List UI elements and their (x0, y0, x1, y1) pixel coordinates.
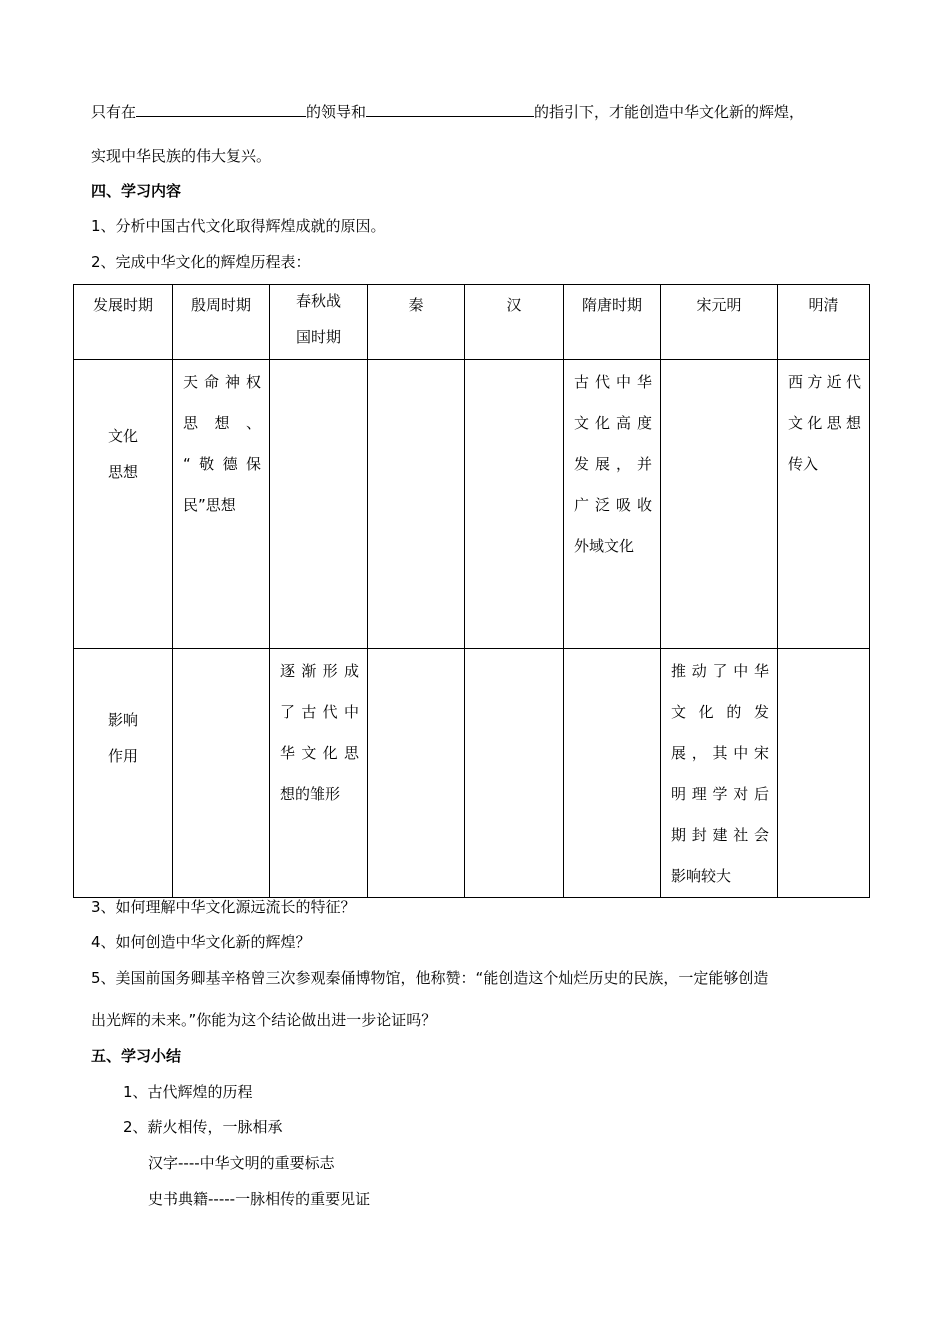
intro-before: 只有在 (91, 103, 137, 121)
section5-heading: 五、学习小结 (91, 1047, 182, 1065)
blank-field-2[interactable] (366, 101, 534, 117)
row-label-culture: 文化 思想 (74, 360, 173, 649)
question-5-line-1: 5、美国前国务卿基辛格曾三次参观秦俑博物馆，他称赞：“能创造这个灿烂历史的民族，一定能够创造 (91, 969, 769, 987)
intro-middle: 的领导和 (306, 103, 367, 121)
cell-culture-han (465, 360, 564, 649)
history-table (73, 284, 870, 898)
cell-impact-yinzhou (173, 649, 270, 898)
question-1: 1、分析中国古代文化取得辉煌成就的原因。 (91, 217, 386, 235)
summary-sub-2: 史书典籍-----一脉相传的重要见证 (148, 1190, 371, 1208)
cell-culture-qin (368, 360, 465, 649)
summary-item-1: 1、古代辉煌的历程 (123, 1083, 253, 1101)
table-header-row (74, 285, 870, 360)
cell-impact-songyuanming: 推动了中华 文化的发 展，其中宋 明理学对后 期封建社会 影响较大 (661, 649, 778, 898)
question-5-line-2: 出光辉的未来。”你能为这个结论做出进一步论证吗？ (91, 1011, 437, 1029)
cell-culture-chunqiu (270, 360, 368, 649)
intro-line-1 (91, 101, 804, 122)
cell-impact-chunqiu: 逐渐形成 了古代中 华文化思 想的雏形 (270, 649, 368, 898)
cell-culture-suitang: 古代中华 文化高度 发展，并 广泛吸收 外域文化 (564, 360, 661, 649)
cell-impact-han (465, 649, 564, 898)
header-suitang: 隋唐时期 (564, 285, 661, 360)
header-songyuanming: 宋元明 (661, 285, 778, 360)
question-2: 2、完成中华文化的辉煌历程表： (91, 253, 311, 271)
question-4: 4、如何创造中华文化新的辉煌？ (91, 933, 311, 951)
cell-culture-yinzhou: 天 命 神 权 思 想 、 “敬德保 民”思想 (173, 360, 270, 649)
blank-field-1[interactable] (136, 101, 306, 117)
header-fazhan: 发展时期 (74, 285, 173, 360)
cell-impact-qin (368, 649, 465, 898)
intro-line-2: 实现中华民族的伟大复兴。 (91, 147, 272, 165)
header-han: 汉 (465, 285, 564, 360)
section4-heading: 四、学习内容 (91, 182, 182, 200)
header-qin: 秦 (368, 285, 465, 360)
cell-impact-suitang (564, 649, 661, 898)
table-row-impact (74, 649, 870, 898)
summary-item-2: 2、薪火相传，一脉相承 (123, 1118, 283, 1136)
question-3: 3、如何理解中华文化源远流长的特征？ (91, 898, 356, 916)
row-label-impact: 影响 作用 (74, 649, 173, 898)
header-yinzhou: 殷周时期 (173, 285, 270, 360)
cell-culture-songyuanming (661, 360, 778, 649)
summary-sub-1: 汉字----中华文明的重要标志 (148, 1154, 335, 1172)
header-mingqing: 明清 (778, 285, 870, 360)
header-chunqiu: 春秋战 国时期 (270, 285, 368, 360)
intro-after: 的指引下，才能创造中华文化新的辉煌， (534, 103, 805, 121)
cell-impact-mingqing (778, 649, 870, 898)
table-row-culture (74, 360, 870, 649)
cell-culture-mingqing: 西方近代 文化思想 传入 (778, 360, 870, 649)
